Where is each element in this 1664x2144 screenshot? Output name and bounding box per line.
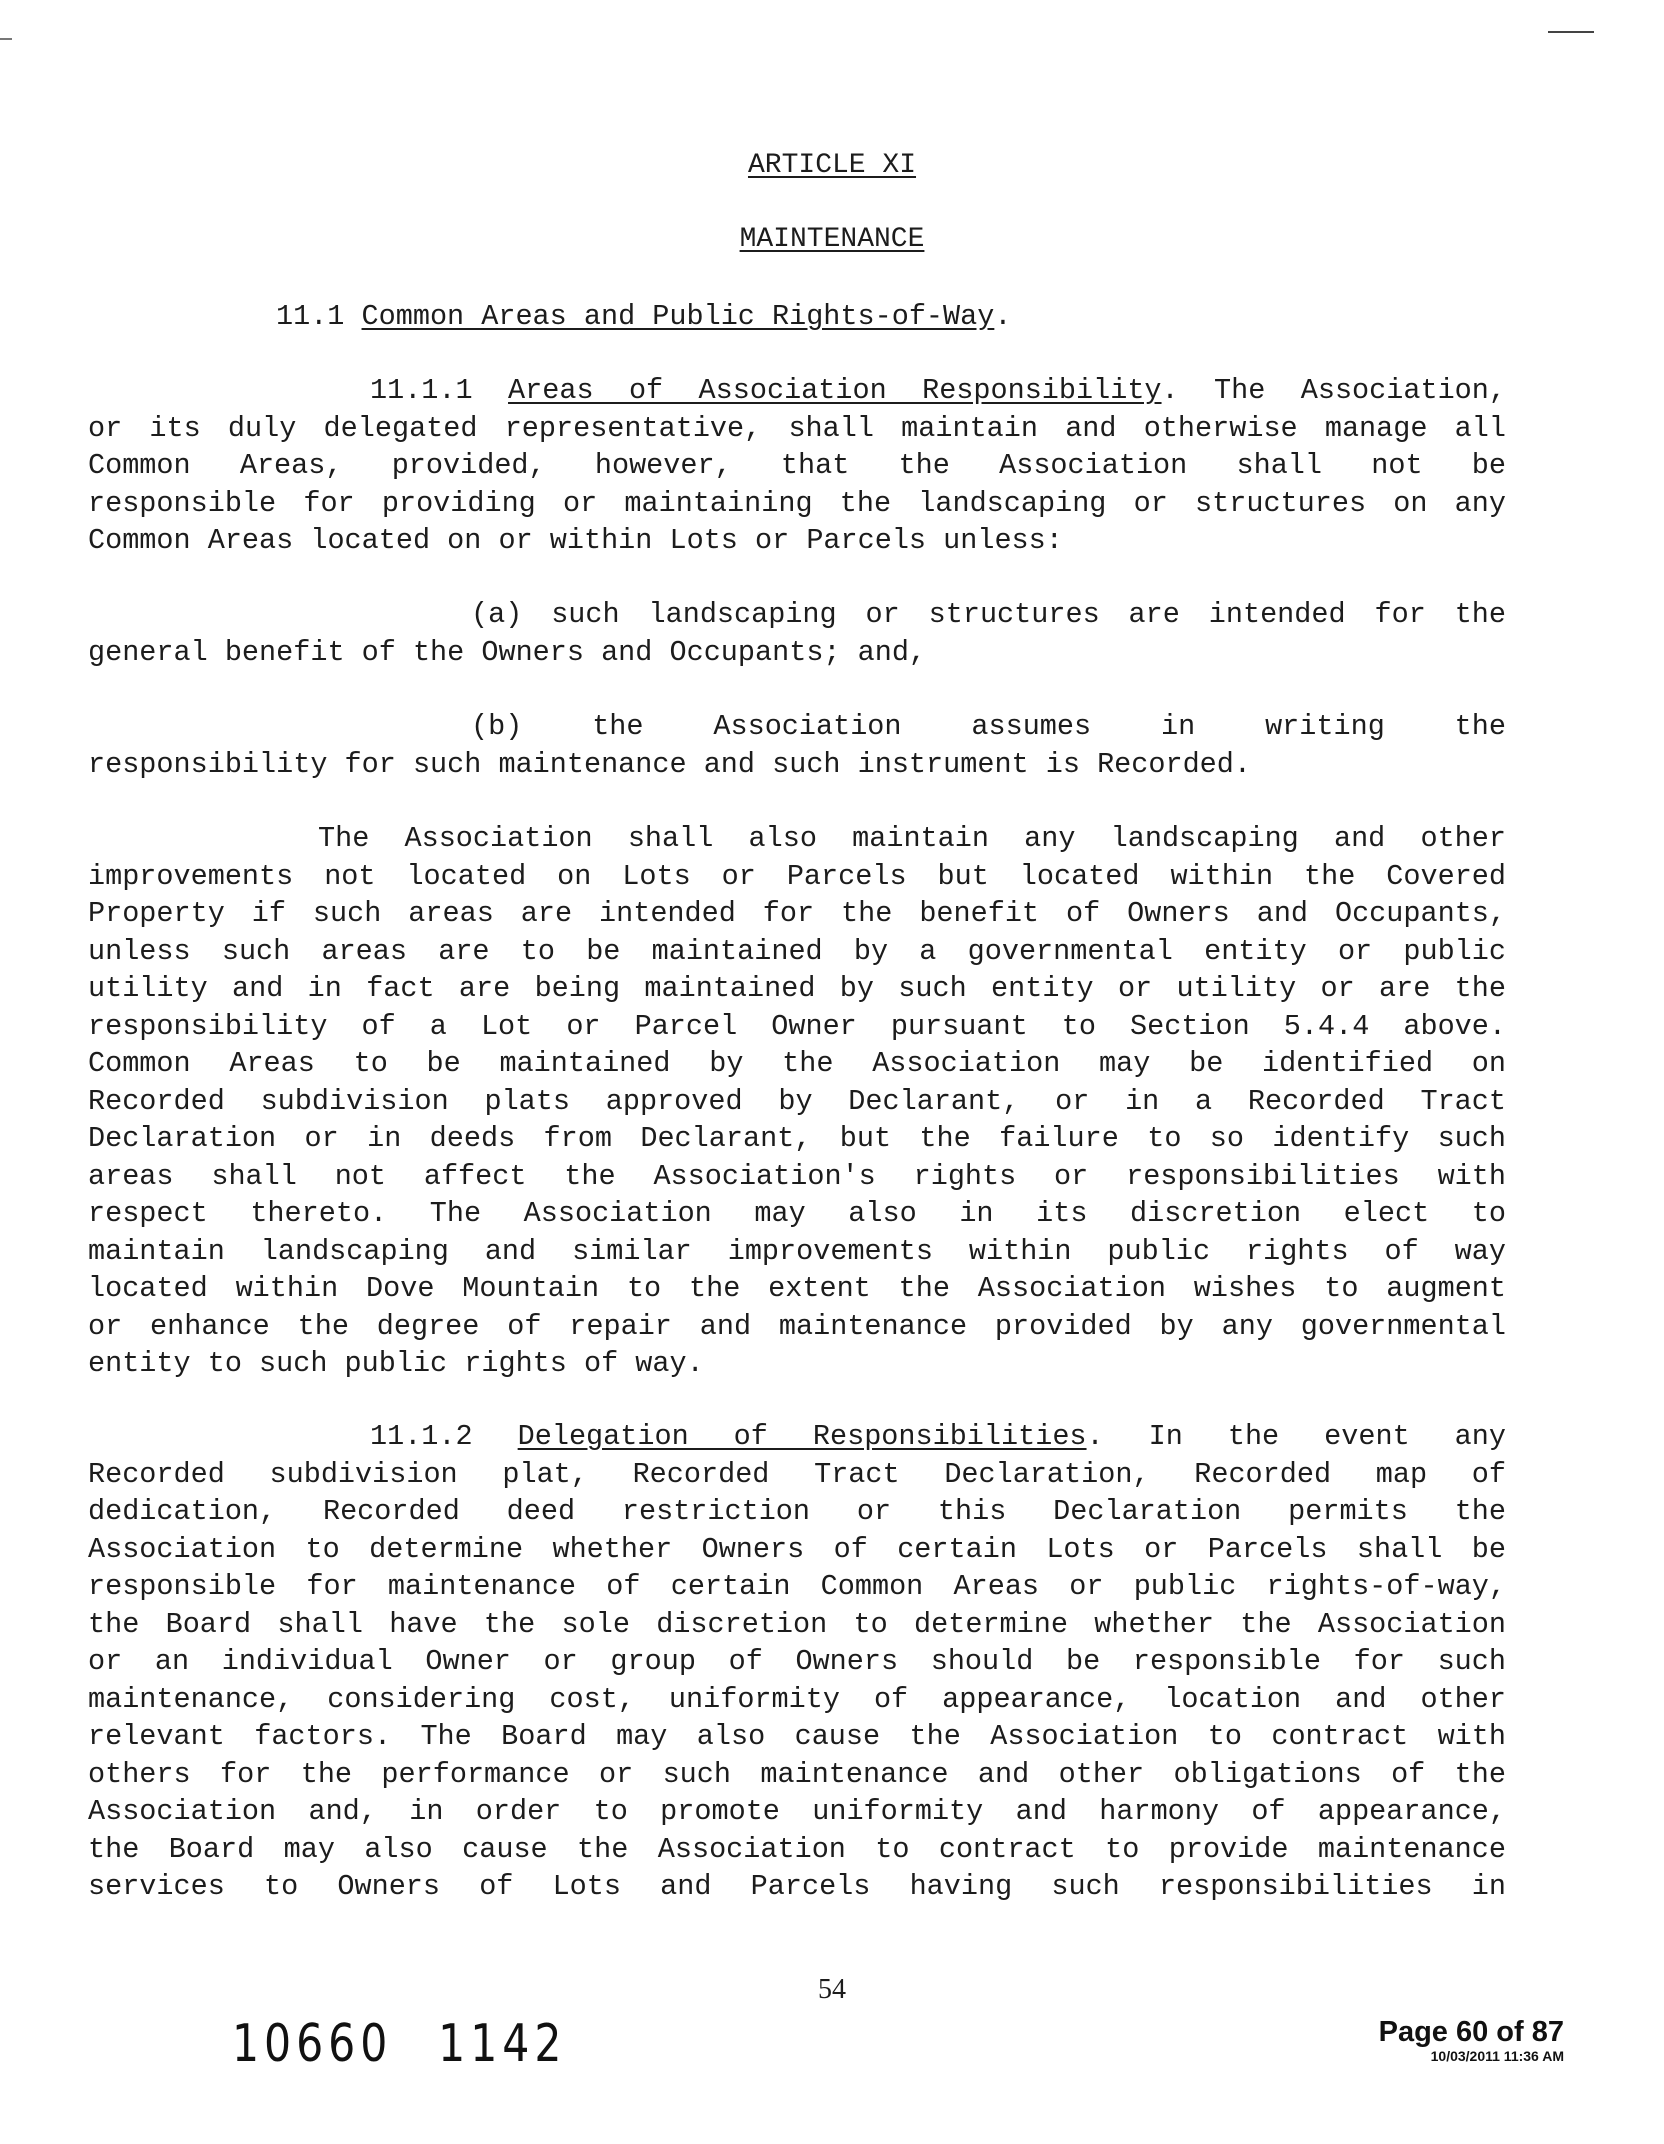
text-line: Common Areas located on or within Lots or Parcels unless: <box>88 524 1063 557</box>
item-a <box>88 596 1506 671</box>
text-line: improvements not located on Lots or Parcels but located within the Covered <box>88 859 1506 893</box>
text-line: Common Areas to be maintained by the Association may be identified on <box>88 1047 1506 1080</box>
text-line: maintenance, considering cost, uniformity of appearance, location and other <box>88 1682 1506 1716</box>
text-line: responsibility of a Lot or Parcel Owner pursuant to Section 5.4.4 above. <box>88 1009 1506 1043</box>
text-line: The Association shall also maintain any landscaping and other <box>318 822 1506 855</box>
text-line: (b) the Association assumes in writing the <box>471 710 1506 743</box>
text-line: respect thereto. The Association may also in its discretion elect to <box>88 1197 1506 1230</box>
text-line: Association to determine whether Owners of certain Lots or Parcels shall be <box>88 1532 1506 1566</box>
section-11-1-1-first-line: 11.1.1 Areas of Association Responsibility. The Association, <box>370 374 1506 407</box>
recording-book-page: 10660 1142 <box>232 2014 567 2074</box>
section-11-1-2-first-line: 11.1.2 Delegation of Responsibilities. In the event any <box>370 1420 1506 1453</box>
text-line: services to Owners of Lots and Parcels having such responsibilities in <box>88 1870 1506 1903</box>
section-11-1-2 <box>88 1418 1506 1906</box>
text-line: relevant factors. The Board may also cause the Association to contract with <box>88 1720 1506 1753</box>
stamp-timestamp: 10/03/2011 11:36 AM <box>1430 2048 1564 2064</box>
page-of-label: Page 60 of 87 <box>1378 2016 1564 2048</box>
text-line: or its duly delegated representative, shall maintain and otherwise manage all <box>88 411 1506 445</box>
text-line: or an individual Owner or group of Owners should be responsible for such <box>88 1645 1506 1678</box>
text-line: Common Areas, provided, however, that the Association shall not be <box>88 449 1506 482</box>
text-line: unless such areas are to be maintained by a governmental entity or public <box>88 934 1506 968</box>
page-count-stamp <box>1379 2016 1564 2064</box>
text-line: Declaration or in deeds from Declarant, but the failure to so identify such <box>88 1122 1506 1155</box>
text-line: (a) such landscaping or structures are intended for the <box>471 598 1506 631</box>
scan-edge-mark <box>0 38 12 40</box>
text-line: Property if such areas are intended for the benefit of Owners and Occupants, <box>88 897 1506 930</box>
text-line: others for the performance or such maintenance and other obligations of the <box>88 1757 1506 1791</box>
text-line: dedication, Recorded deed restriction or this Declaration permits the <box>88 1495 1506 1528</box>
text-line: areas shall not affect the Association's rights or responsibilities with <box>88 1159 1506 1193</box>
text-line: responsibility for such maintenance and such instrument is Recorded. <box>88 747 1251 781</box>
section-11-1-heading: 11.1 Common Areas and Public Rights-of-Way. <box>276 300 1012 333</box>
text-line: Recorded subdivision plats approved by Declarant, or in a Recorded Tract <box>88 1084 1506 1118</box>
text-line: Recorded subdivision plat, Recorded Tract Declaration, Recorded map of <box>88 1457 1506 1491</box>
text-line: maintain landscaping and similar improvements within public rights of way <box>88 1234 1506 1268</box>
article-title: MAINTENANCE <box>739 224 925 255</box>
text-line: Association and, in order to promote uniformity and harmony of appearance, <box>88 1795 1506 1828</box>
association-paragraph <box>88 820 1506 1383</box>
article-heading: ARTICLE XI <box>747 150 917 181</box>
text-line: responsible for maintenance of certain Common Areas or public rights-of-way, <box>88 1570 1506 1603</box>
item-b <box>88 708 1506 783</box>
text-line: located within Dove Mountain to the extent the Association wishes to augment <box>88 1272 1506 1305</box>
text-line: responsible for providing or maintaining the landscaping or structures on any <box>88 486 1506 520</box>
text-line: the Board may also cause the Association to contract to provide maintenance <box>88 1832 1506 1866</box>
text-line: utility and in fact are being maintained by such entity or utility or are the <box>88 972 1506 1005</box>
scan-corner-line <box>1548 31 1594 33</box>
text-line: the Board shall have the sole discretion to determine whether the Association <box>88 1607 1506 1641</box>
section-11-1-1 <box>88 372 1506 560</box>
text-line: entity to such public rights of way. <box>88 1347 704 1380</box>
text-line: general benefit of the Owners and Occupants; and, <box>88 635 927 669</box>
page-number: 54 <box>818 1974 846 2005</box>
text-line: or enhance the degree of repair and maintenance provided by any governmental <box>88 1309 1506 1343</box>
